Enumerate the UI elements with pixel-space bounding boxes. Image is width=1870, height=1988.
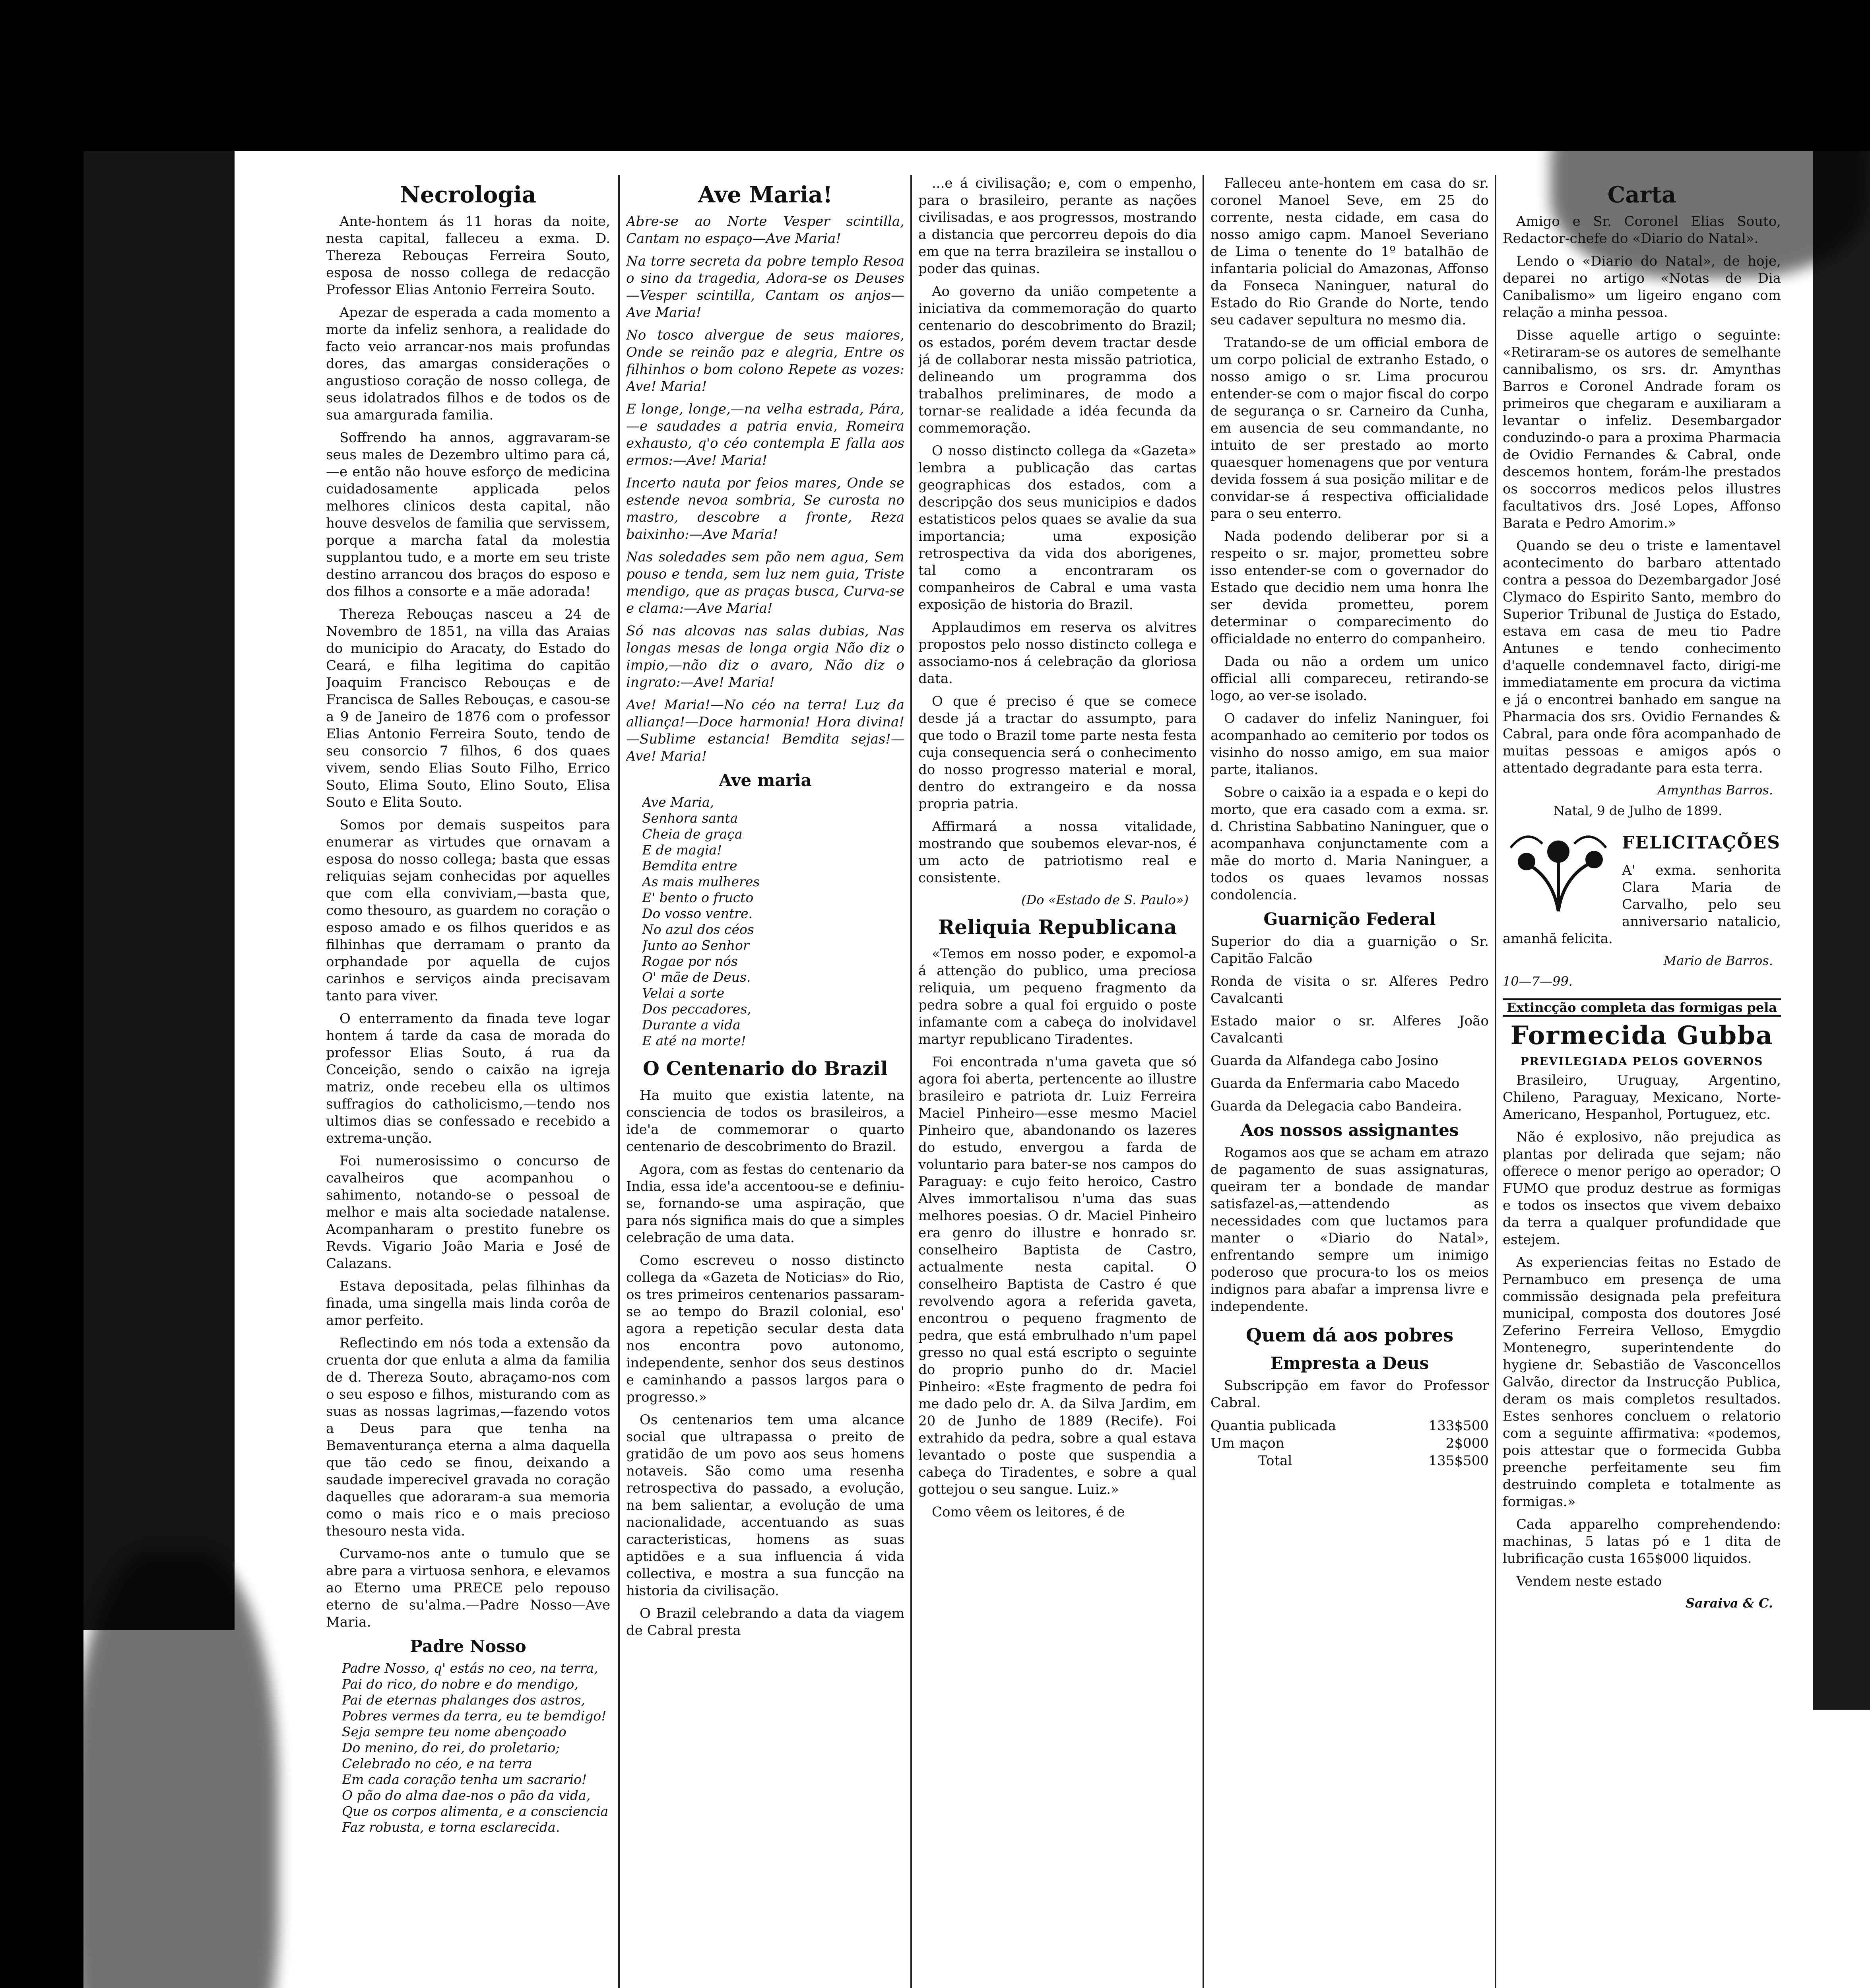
poem-line: Durante a vida [642, 1017, 741, 1033]
column-rule [1203, 175, 1204, 1988]
article-paragraph: Foi numerosissimo o concurso de cavalheiros que acompanhou o sahimento, notando-se o pessoal de melhor e mais alta sociedade natalense. Acompanharam o prestito funebre os Revds. Vigario João Maria e José de Calazans. [326, 1153, 610, 1272]
poem-line: Ave Maria, [642, 794, 714, 810]
poem-line: Cheia de graça [642, 826, 743, 842]
article-paragraph: Como vêem os leitores, é de [932, 1504, 1125, 1520]
necrologia-heading: Necrologia [400, 182, 537, 208]
newspaper-page [326, 175, 1789, 1988]
guarnicao-line: Superior do dia a guarnição o Sr. Capitão Falcão [1210, 934, 1489, 967]
article-paragraph: ...e á civilisação; e, com o empenho, para o brasileiro, perante as nações civilisadas, e aos progressos, mostrando a distancia que percorreu depois do dia em que na terra brazileira se installou o poder das quinas. [918, 175, 1197, 277]
column-rule [1495, 175, 1496, 1988]
verse-stanza: No tosco alvergue de seus maiores, Onde se reinão paz e alegria, Entre os filhinhos o bom colono Repete as vozes: Ave! Maria! [626, 327, 904, 394]
felicitacoes-text: A' exma. senhorita Clara Maria de Carvalho, pelo seu anniversario natalicio, amanhã felicita. [1503, 862, 1781, 947]
poem-line: Do menino, do rei, do proletario; [342, 1740, 560, 1755]
row-value: 133$500 [1428, 1418, 1489, 1434]
poem-line: Pai do rico, do nobre e do mendigo, [342, 1676, 578, 1692]
article-paragraph: Quando se deu o triste e lamentavel acontecimento do barbaro attentado contra a pessoa do Dezembargador José Clymaco do Espirito Santo, membro do Superior Tribunal de Justiça do Estado, estava em casa de meu tio Padre Antunes e tendo conhecimento d'aquelle condemnavel facto, dirigi-me immediatamente em procura da victima e já o encontrei banhado em sangue na Pharmacia dos srs. Ovidio Fernandes & Cabral, para onde fôra acompanhado de muitas pessoas e amigos após o attentado degradante para esta terra. [1503, 538, 1781, 776]
poem-line: Padre Nosso, q' estás no ceo, na terra, [342, 1660, 598, 1676]
article-paragraph: Soffrendo ha annos, aggravaram-se seus males de Dezembro ultimo para cá,—e então não houve esforço de medicina cuidadosamente applicada pelos melhores clinicos desta capital, não houve desvelos de familia que servissem, porque a marcha fatal da molestia supplantou tudo, e a morte em seu triste destino arrancou dos braços do esposo e dos filhos a consorte e a mãe adorada! [326, 430, 610, 600]
poem-line: Junto ao Senhor [642, 938, 749, 953]
article-paragraph: Estava depositada, pelas filhinhas da finada, uma singella mais linda corôa de amor perfeito. [326, 1278, 610, 1328]
subscription-total-row [1210, 1452, 1489, 1470]
row-value: 135$500 [1428, 1453, 1489, 1469]
poem-line: E de magia! [642, 842, 722, 858]
poem-line: Bemdita entre [642, 858, 737, 874]
felicitacoes-block [1503, 824, 1781, 994]
centenario-heading: O Centenario do Brazil [642, 1058, 888, 1080]
poem-line: Senhora santa [642, 810, 738, 826]
article-paragraph: Affirmará a nossa vitalidade, mostrando que soubemos elevar-nos, é um acto de patriotismo real e consistente. [918, 819, 1197, 886]
felicitacoes-date: 10—7—99. [1503, 974, 1573, 989]
article-paragraph: Rogamos aos que se acham em atrazo de pagamento de suas assignaturas, queiram ter a bondade de mandar satisfazel-as,—attendendo as necessidades com que luctamos para manter o «Diario do Natal», enfrentando sempre um inimigo poderoso que procura-to los os meios indignos para abafar a imprensa livre e independente. [1210, 1145, 1489, 1314]
ave-maria-poem [642, 794, 904, 1049]
poem-line: Do vosso ventre. [642, 906, 753, 921]
article-paragraph: Dada ou não a ordem um unico official alli compareceu, retirando-se logo, ao ver-se isolado. [1210, 654, 1489, 704]
source-credit: (Do «Estado de S. Paulo») [1021, 892, 1189, 907]
guarnicao-line: Guarda da Alfandega cabo Josino [1210, 1053, 1439, 1069]
reliquia-heading: Reliquia Republicana [938, 915, 1177, 939]
article-paragraph: O cadaver do infeliz Naninguer, foi acompanhado ao cemiterio por todos os visinho do nosso amigo, em sua maior parte, italianos. [1210, 711, 1489, 778]
article-paragraph: Ante-hontem ás 11 horas da noite, nesta capital, falleceu a exma. D. Thereza Rebouças Ferreira Souto, esposa de nosso collega de redacção Professor Elias Antonio Ferreira Souto. [326, 214, 610, 298]
carta-heading: Carta [1607, 182, 1676, 208]
guarnicao-line: Ronda de visita o sr. Alferes Pedro Cavalcanti [1210, 973, 1489, 1006]
column-centenario-continued [918, 175, 1197, 1988]
article-paragraph: Agora, com as festas do centenario da India, essa ide'a accentoou-se e definiu-se, fornando-se uma aspiração, que para nós significa mais do que a simples celebração de uma data. [626, 1161, 904, 1246]
poem-line: As mais mulheres [642, 874, 760, 889]
subscription-row [1210, 1435, 1489, 1452]
verse-stanza: Ave! Maria!—No céo na terra! Luz da alliança!—Doce harmonia! Hora divina!—Sublime estancia! Bemdita sejas!—Ave! Maria! [626, 697, 904, 764]
assignantes-heading: Aos nossos assignantes [1240, 1120, 1459, 1140]
article-paragraph: Somos por demais suspeitos para enumerar as virtudes que ornavam a esposa do nosso collega; basta que essas reliquias sejam conhecidas por aquelles que com ella conviviam,—basta que, como thesouro, as guardem no coração o esposo amado e os filhos queridos e as filhinhas que derramam o pranto da orphandade por aquella de cujos carinhos e serviços ainda precisavam tanto para viver. [326, 817, 610, 1004]
ad-paragraph: Vendem neste estado [1516, 1573, 1662, 1589]
article-paragraph: Lendo o «Diario do Natal», de hoje, deparei no artigo «Notas de Dia Canibalismo» um ligeiro engano com relação a minha pessoa. [1503, 253, 1781, 320]
scan-right-strip [1813, 0, 1870, 1710]
article-paragraph: Nada podendo deliberar por si a respeito o sr. major, prometteu sobre isso entender-se com o governador do Estado que decidio nem uma honra lhe ser devida prometteu, porem determinar o comparecimento do officialdade no enterro do companheiro. [1210, 528, 1489, 647]
verse-stanza: Abre-se ao Norte Vesper scintilla, Cantam no espaço—Ave Maria! [626, 214, 904, 247]
guarnicao-line: Estado maior o sr. Alferes João Cavalcanti [1210, 1013, 1489, 1046]
poem-line: Dos peccadores, [642, 1001, 751, 1017]
article-paragraph: Apezar de esperada a cada momento a morte da infeliz senhora, a realidade do facto veio arrancar-nos mais profundas dores, das amargas considerações o angustioso coração de nosso collega, de seus idolatrados filhos e de todos os de sua amargurada familia. [326, 305, 610, 423]
column-ave-maria [626, 175, 904, 1988]
article-paragraph: Ha muito que existia latente, na consciencia de todos os brasileiros, a ide'a de commemorar o quarto centenario de descobrimento do Brazil. [626, 1087, 904, 1155]
ad-paragraph: As experiencias feitas no Estado de Pernambuco em presença de uma commissão designada pela prefeitura municipal, composta dos doutores José Zeferino Ferreira Velloso, Emygdio Montenegro, superintendente do hygiene dr. Sebastião de Vasconcellos Galvão, director da Instrucção Publica, deram os mais completos resultados. Estes senhores concluem o relatorio com a seguinte affirmativa: «podemos, pois attestar que o formecida Gubba preenche perfeitamente seu fim destruindo completa e totalmente as formigas.» [1503, 1254, 1781, 1510]
article-paragraph: Falleceu ante-hontem em casa do sr. coronel Manoel Seve, em 25 do corrente, nesta cidade, em casa do nosso amigo capm. Manoel Severiano de Lima o tenente do 1º batalhão de infantaria policial do Amazonas, Affonso da Fonseca Naninguer, natural do Estado do Rio Grande do Norte, tendo seu cadaver sepultura no mesmo dia. [1210, 175, 1489, 328]
column-necrologia [326, 175, 610, 1988]
article-paragraph: Reflectindo em nós toda a extensão da cruenta dor que enluta a alma da familia de d. Thereza Souto, abraçamo-nos com o seu esposo e filhos, misturando com as suas as nossas lagrimas,—fazendo votos a Deus para que tenha na Bemaventurança eterna a alma daquella que tão cedo se finou, deixando a saudade imperecivel gravada no coração daquelles que adoraram-a sua memoria como o mais rico e o mais precioso thesouro nesta vida. [326, 1335, 610, 1539]
padre-nosso-poem [342, 1660, 610, 1835]
poem-line: Pobres vermes da terra, eu te bemdigo! [342, 1708, 607, 1724]
felicitacoes-heading: FELICITAÇÕES [1622, 833, 1781, 853]
column-carta-anuncios [1503, 175, 1781, 1988]
article-paragraph: Como escreveu o nosso distincto collega da «Gazeta de Noticias» do Rio, os tres primeiros centenarios passaram-se ao tempo do Brazil colonial, eso' agora a repetição secular desta data nos encontra povo autonomo, independente, senhor dos seus destinos e caminhando a passos largos para o progresso.» [626, 1252, 904, 1405]
padre-nosso-heading: Padre Nosso [410, 1637, 526, 1656]
article-paragraph: Thereza Rebouças nasceu a 24 de Novembro de 1851, na villa das Araias do municipio do Aracaty, do Estado do Ceará, e filha legitima do capitão Joaquim Francisco Rebouças e de Francisca de Salles Rebouças, e casou-se a 9 de Janeiro de 1876 com o professor Elias Antonio Ferreira Souto, tendo de seu consorcio 7 filhos, 6 dos quaes vivem, sendo Elias Souto Filho, Errico Souto, Elima Souto, Elino Souto, Elisa Souto e Elita Souto. [326, 606, 610, 810]
article-paragraph: O que é preciso é que se comece desde já a tractar do assumpto, para que todo o Brazil tome parte nesta festa cuja consequencia será o conhecimento do nosso progresso material e moral, dentro do extrangeiro e da nossa propria patria. [918, 693, 1197, 812]
ad-paragraph: Cada apparelho comprehendendo: machinas, 5 latas pó e 1 dita de lubrificação custa 165$000 liquidos. [1503, 1516, 1781, 1567]
article-paragraph: Sobre o caixão ia a espada e o kepi do morto, que era casado com a exma. sr. d. Christina Sabbatino Naninguer, que o acompanhava conjunctamente com a mãe do morto d. Maria Naninguer, a todos os quaes levamos nossas condolencia. [1210, 784, 1489, 903]
ad-privileged: PREVILEGIADA PELOS GOVERNOS [1520, 1055, 1763, 1068]
article-paragraph: «Temos em nosso poder, e expomol-a á attenção do publico, uma preciosa reliquia, um pequeno fragmento da pedra sobre a qual foi erguido o poste infamante com a cabeça do inolvidavel martyr republicano Tiradentes. [918, 946, 1197, 1047]
poem-line: Em cada coração tenha um sacrario! [342, 1772, 587, 1787]
article-paragraph: Ao governo da união competente a iniciativa da commemoração do quarto centenario do descobrimento do Brazil; os estados, porém devem tractar desde já de collaborar nesta missão patriotica, delineando um programma dos trabalhos preliminares, de modo a tornar-se realidade a idéa fecunda da commemoração. [918, 283, 1197, 436]
ad-paragraph: Não é explosivo, não prejudica as plantas por delirada que sejam; não offerece o menor perigo ao operador; O FUMO que produz destrue as formigas e todos os insectos que vivem debaixo da terra a qualquer profundidade que estejem. [1503, 1129, 1781, 1248]
article-paragraph: Foi encontrada n'uma gaveta que só agora foi aberta, pertencente ao illustre brasileiro e patriota dr. Luiz Ferreira Maciel Pinheiro—esse mesmo Maciel Pinheiro que, abandonando os lazeres do estudo, envergou a farda de voluntario para bater-se nos campos do Paraguay: e cujo feito heroico, Castro Alves immortalisou n'uma das suas melhores poesias. O dr. Maciel Pinheiro era genro do illustre e honrado sr. conselheiro Baptista de Castro, actualmente nesta capital. O conselheiro Baptista de Castro é que revolvendo agora a referida gaveta, encontrou o pequeno fragmento de pedra, que está embrulhado n'um papel gresso no qual está escripto o seguinte do proprio punho do dr. Maciel Pinheiro: «Este fragmento de pedra foi me dado pelo dr. A. da Silva Jardim, em 20 de Junho de 1889 (Recife). Foi extrahido da pedra, sobre a qual estava levantado o poste que suspendia a cabeça do Tiradentes, e sobre a qual gottejou o seu sangue. Luiz.» [918, 1054, 1197, 1497]
pobres-heading: Quem dá aos pobres [1245, 1324, 1454, 1346]
row-label: Quantia publicada [1210, 1418, 1337, 1434]
poem-line: O' mãe de Deus. [642, 969, 751, 985]
poem-line: Rogae por nós [642, 953, 738, 969]
article-paragraph: Amigo e Sr. Coronel Elias Souto, Redactor-chefe do «Diario do Natal». [1503, 214, 1781, 247]
subscription-intro: Subscripção em favor do Professor Cabral. [1210, 1378, 1489, 1411]
formecida-title: Formecida Gubba [1510, 1021, 1773, 1050]
verse-stanza: Só nas alcovas nas salas dubias, Nas longas mesas de longa orgia Não diz o impio,—não diz o avaro, Não diz o ingrato:—Ave! Maria! [626, 623, 904, 690]
ad-paragraph: Brasileiro, Uruguay, Argentino, Chileno, Paraguay, Mexicano, Norte-Americano, Hespanhol, Portuguez, etc. [1503, 1072, 1781, 1122]
verse-stanza: Nas soledades sem pão nem agua, Sem pouso e tenda, sem luz nem guia, Triste mendigo, que as praças busca, Curva-se e clama:—Ave Maria! [626, 549, 904, 616]
poem-line: Seja sempre teu nome abençoado [342, 1724, 566, 1740]
guarnicao-line: Guarda da Enfermaria cabo Macedo [1210, 1076, 1460, 1091]
verse-stanza: E longe, longe,—na velha estrada, Pára,—e saudades a patria envia, Romeira exhausto, q'o céo contempla E falla aos ermos:—Ave! Maria! [626, 401, 904, 468]
ave-maria-poem-heading: Ave maria [719, 771, 812, 790]
ad-seller: Saraiva & C. [1685, 1596, 1773, 1611]
row-label: Total [1258, 1453, 1292, 1469]
poem-line: Que os corpos alimenta, e a consciencia [342, 1804, 609, 1819]
row-value: 2$000 [1445, 1435, 1489, 1451]
pobres-subheading: Empresta a Deus [1270, 1353, 1429, 1373]
article-paragraph: Applaudimos em reserva os alvitres propostos pelo nosso distincto collega e associamo-nos á celebração da gloriosa data. [918, 619, 1197, 687]
verse-stanza: Incerto nauta por feios mares, Onde se estende nevoa sombria, Se curosta no mastro, descobre a fronte, Reza baixinho:—Ave Maria! [626, 475, 904, 542]
article-paragraph: Disse aquelle artigo o seguinte: «Retiraram-se os autores de semelhante cannibalismo, os srs. dr. Amynthas Barros e Coronel Andrade foram os primeiros que chegaram e auxiliaram a levantar o infeliz. Desembargador conduzindo-o para a proxima Pharmacia de Ovidio Fernandes & Cabral, onde descemos hontem, forám-lhe prestados os soccorros medicos pelos illustres facultativos drs. José Lopes, Affonso Barata e Pedro Amorim.» [1503, 327, 1781, 531]
poem-line: O pão do alma dae-nos o pão da vida, [342, 1788, 591, 1803]
scan-left-border [0, 0, 83, 1988]
subscription-row [1210, 1417, 1489, 1435]
column-rule [618, 175, 620, 1988]
article-paragraph: Tratando-se de um official embora de um corpo policial de extranho Estado, o nosso amigo o sr. Lima procurou entender-se com o major fiscal do corpo de segurança o sr. Carneiro da Cunha, em ausencia de seu commandante, no intuito de ser prestado ao morto quaesquer homenagens que por ventura devida fossem á sua posição militar e de convidar-se á respectiva officialidade para o seu enterro. [1210, 335, 1489, 522]
column-rule [910, 175, 912, 1988]
floral-ornament-icon [1503, 824, 1614, 915]
scan-left-stain-lower [72, 1551, 278, 1988]
poem-line: Celebrado no céo, e na terra [342, 1756, 532, 1771]
poem-line: Pai de eternas phalanges dos astros, [342, 1692, 585, 1708]
guarnicao-heading: Guarnição Federal [1263, 909, 1436, 929]
row-label: Um maçon [1210, 1435, 1284, 1451]
verse-stanza: Na torre secreta da pobre templo Resoa o sino da tragedia, Adora-se os Deuses—Vesper scintilla, Cantam os anjos—Ave Maria! [626, 253, 904, 320]
letter-date: Natal, 9 de Julho de 1899. [1553, 803, 1723, 818]
poem-line: No azul dos céos [642, 922, 754, 937]
scan-left-stain [83, 0, 235, 1630]
ad-intro: Extincção completa das formigas pela [1503, 998, 1781, 1017]
poem-line: E' bento o fructo [642, 890, 754, 905]
poem-line: Velai a sorte [642, 985, 725, 1001]
article-paragraph: Curvamo-nos ante o tumulo que se abre para a virtuosa senhora, e elevamos ao Eterno uma PRECE pelo repouso eterno de su'alma.—Padre Nosso—Ave Maria. [326, 1546, 610, 1630]
poem-line: E até na morte! [642, 1033, 746, 1048]
article-paragraph: O enterramento da finada teve logar hontem á tarde da casa de morada do professor Elias Souto, á rua da Conceição, sendo o caixão na igreja matriz, onde recebeu ella os ultimos suffragios do catholicismo,—tendo nos ultimos dias se confessado e recebido a extrema-unção. [326, 1011, 610, 1146]
article-paragraph: O Brazil celebrando a data da viagem de Cabral presta [626, 1606, 904, 1639]
poem-line: Faz robusta, e torna esclarecida. [342, 1819, 560, 1835]
article-paragraph: Os centenarios tem uma alcance social que ultrapassa o preito de gratidão de um povo aos seus homens notaveis. São como uma resenha retrospectiva do passado, a evolução, na bem salientar, a evolução de uma nacionalidade, accentuando as suas caracteristicas, homens as suas aptidões e a sua influencia á vida collectiva, e mostra a sua funcção na historia da civilisação. [626, 1412, 904, 1599]
column-noticias [1210, 175, 1489, 1988]
letter-signature: Amynthas Barros. [1657, 782, 1773, 798]
felicitacoes-signature: Mario de Barros. [1663, 953, 1773, 968]
guarnicao-line: Guarda da Delegacia cabo Bandeira. [1210, 1098, 1462, 1114]
article-paragraph: O nosso distincto collega da «Gazeta» lembra a publicação das cartas geographicas dos estados, com a descripção dos seus municipios e dados estatisticos pelos quaes se avalie da sua importancia; uma exposição retrospectiva da vida dos aborigenes, tal como a encontraram os companheiros de Cabral e uma vasta exposição de historia do Brazil. [918, 443, 1197, 613]
ave-maria-heading: Ave Maria! [698, 182, 833, 208]
